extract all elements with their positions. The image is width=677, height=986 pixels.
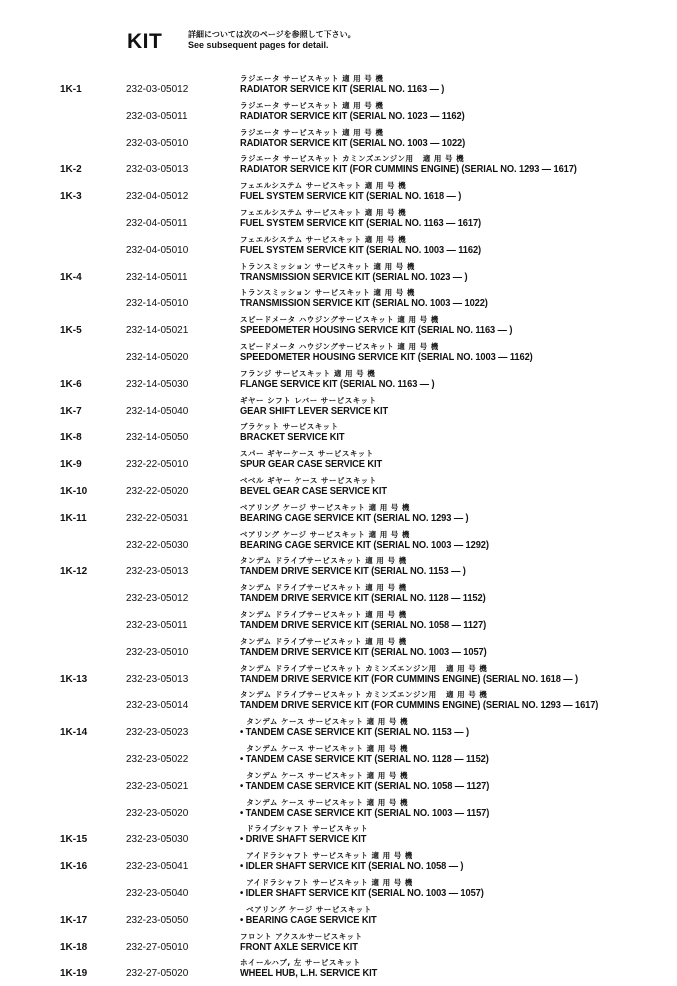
entry-description: FUEL SYSTEM SERVICE KIT (SERIAL NO. 1003 — 1162) xyxy=(240,244,482,256)
entry-line xyxy=(0,647,677,661)
entry-description: • TANDEM CASE SERVICE KIT (SERIAL NO. 1128 — 1152) xyxy=(240,754,489,765)
entry-japanese-description: タンデム ドライブサービスキット カミンズエンジン用 適 用 号 機 xyxy=(240,690,488,700)
entry-description: • BEARING CAGE SERVICE KIT xyxy=(240,915,377,926)
entry-part-number: 232-22-05031 xyxy=(126,512,189,524)
entry-part-number: 232-23-05013 xyxy=(126,673,189,685)
kit-entry xyxy=(0,234,677,261)
entry-description: • DRIVE SHAFT SERVICE KIT xyxy=(240,834,366,845)
entry-part-number: 232-23-05014 xyxy=(126,700,189,712)
kit-entry xyxy=(0,261,677,288)
entry-part-number: 232-23-05012 xyxy=(126,593,189,605)
entry-ref-number: 1K-8 xyxy=(60,432,82,444)
kit-entry xyxy=(0,207,677,234)
kit-entry xyxy=(0,421,677,448)
kit-entry xyxy=(0,582,677,609)
entry-description: TRANSMISSION SERVICE KIT (SERIAL NO. 1003 — 1022) xyxy=(240,298,488,310)
entry-ref-number: 1K-13 xyxy=(60,673,88,685)
entry-part-number: 232-23-05020 xyxy=(126,807,189,819)
entry-line xyxy=(0,459,677,473)
entry-japanese-description: ベアリング ケージ サービスキット xyxy=(240,904,372,914)
entry-line xyxy=(0,968,677,982)
entry-line xyxy=(0,164,677,178)
entry-description: RADIATOR SERVICE KIT (FOR CUMMINS ENGINE) (SERIAL NO. 1293 — 1617) xyxy=(240,164,577,176)
entry-description: TANDEM DRIVE SERVICE KIT (SERIAL NO. 1058 — 1127) xyxy=(240,619,487,631)
entry-japanese-description: フェエルシステム サービスキット 適 用 号 機 xyxy=(240,181,407,191)
entry-description: RADIATOR SERVICE KIT (SERIAL NO. 1023 — 1162) xyxy=(240,110,465,122)
entry-part-number: 232-14-05020 xyxy=(126,351,189,363)
entry-japanese-description: ラジエータ サービスキット 適 用 号 機 xyxy=(240,74,384,83)
entry-part-number: 232-23-05030 xyxy=(126,834,189,846)
entry-line xyxy=(0,781,677,795)
entry-part-number: 232-23-05023 xyxy=(126,727,189,739)
kit-entry xyxy=(0,314,677,341)
entry-japanese-description: スピードメータ ハウジングサービスキット 適 用 号 機 xyxy=(240,315,439,325)
entry-description: • TANDEM CASE SERVICE KIT (SERIAL NO. 1058 — 1127) xyxy=(240,781,489,792)
entry-description: FUEL SYSTEM SERVICE KIT (SERIAL NO. 1618 — ) xyxy=(240,191,462,203)
entry-japanese-description: タンデム ケース サービスキット 適 用 号 機 xyxy=(240,770,408,780)
header-note-japanese: 詳細については次のページを参照して下さい。 xyxy=(188,30,356,39)
entry-part-number: 232-03-05011 xyxy=(126,110,188,122)
entry-description: TANDEM DRIVE SERVICE KIT (SERIAL NO. 1128 — 1152) xyxy=(240,593,486,605)
kit-entry xyxy=(0,341,677,368)
entry-ref-number: 1K-15 xyxy=(60,834,88,846)
kit-entry xyxy=(0,287,677,314)
entry-japanese-description: タンデム ケース サービスキット 適 用 号 機 xyxy=(240,717,408,727)
entry-part-number: 232-23-05050 xyxy=(126,914,189,926)
entry-part-number: 232-23-05013 xyxy=(126,566,189,578)
entry-description: BRACKET SERVICE KIT xyxy=(240,432,345,444)
kit-entry xyxy=(0,770,677,797)
kit-entry xyxy=(0,180,677,207)
kit-entry xyxy=(0,716,677,743)
entry-part-number: 232-27-05010 xyxy=(126,941,189,953)
kit-entry xyxy=(0,73,677,100)
entry-japanese-description: フランジ サービスキット 適 用 号 機 xyxy=(240,368,376,378)
entry-ref-number: 1K-12 xyxy=(60,566,88,578)
entry-part-number: 232-27-05020 xyxy=(126,968,189,980)
entry-part-number: 232-03-05010 xyxy=(126,137,189,149)
kit-entry xyxy=(0,127,677,154)
header-note-english: See subsequent pages for detail. xyxy=(188,40,329,50)
entry-part-number: 232-14-05050 xyxy=(126,432,189,444)
page-title: KIT xyxy=(127,30,163,53)
kit-entry xyxy=(0,636,677,663)
entry-part-number: 232-23-05022 xyxy=(126,753,189,765)
entry-line xyxy=(0,298,677,312)
entry-part-number: 232-14-05030 xyxy=(126,378,189,390)
kit-entry xyxy=(0,502,677,529)
entry-part-number: 232-22-05030 xyxy=(126,539,189,551)
entry-line xyxy=(0,111,677,125)
entry-description: TRANSMISSION SERVICE KIT (SERIAL NO. 1023 — ) xyxy=(240,271,468,283)
entry-japanese-description: フロント アクスルサービスキット xyxy=(240,931,363,941)
entry-line xyxy=(0,620,677,634)
kit-entry xyxy=(0,850,677,877)
entry-description: SPUR GEAR CASE SERVICE KIT xyxy=(240,459,383,471)
entry-description: FRONT AXLE SERVICE KIT xyxy=(240,941,358,953)
entry-line xyxy=(0,432,677,446)
entry-ref-number: 1K-7 xyxy=(60,405,82,417)
entry-ref-number: 1K-17 xyxy=(60,914,88,926)
kit-entry xyxy=(0,368,677,395)
entry-japanese-description: ギヤー シフト レバー サービスキット xyxy=(240,395,377,405)
kit-parts-list xyxy=(0,73,677,984)
entry-part-number: 232-22-05010 xyxy=(126,459,189,471)
entry-japanese-description: タンデム ケース サービスキット 適 用 号 機 xyxy=(240,743,408,753)
entry-description: BEVEL GEAR CASE SERVICE KIT xyxy=(240,485,388,497)
entry-ref-number: 1K-2 xyxy=(60,164,82,176)
entry-ref-number: 1K-10 xyxy=(60,485,88,497)
entry-line xyxy=(0,352,677,366)
entry-line xyxy=(0,808,677,822)
entry-description: SPEEDOMETER HOUSING SERVICE KIT (SERIAL NO. 1163 — ) xyxy=(240,325,513,337)
entry-description: • TANDEM CASE SERVICE KIT (SERIAL NO. 1003 — 1157) xyxy=(240,808,489,819)
entry-ref-number: 1K-14 xyxy=(60,727,88,739)
entry-line xyxy=(0,406,677,420)
entry-line xyxy=(0,566,677,580)
entry-ref-number: 1K-4 xyxy=(60,271,82,283)
entry-japanese-description: タンデム ドライブサービスキット 適 用 号 機 xyxy=(240,636,407,646)
entry-japanese-description: ドライブシャフト サービスキット xyxy=(240,824,369,834)
entry-part-number: 232-03-05013 xyxy=(126,164,189,176)
entry-description: BEARING CAGE SERVICE KIT (SERIAL NO. 1293 — ) xyxy=(240,512,469,524)
entry-part-number: 232-04-05010 xyxy=(126,244,189,256)
entry-japanese-description: タンデム ケース サービスキット 適 用 号 機 xyxy=(240,797,408,807)
entry-ref-number: 1K-19 xyxy=(60,968,88,980)
entry-line xyxy=(0,834,677,848)
entry-line xyxy=(0,754,677,768)
entry-japanese-description: ラジエータ サービスキット 適 用 号 機 xyxy=(240,127,384,137)
entry-japanese-description: スパー ギヤーケース サービスキット xyxy=(240,449,374,459)
entry-description: BEARING CAGE SERVICE KIT (SERIAL NO. 1003 — 1292) xyxy=(240,539,489,551)
entry-line xyxy=(0,540,677,554)
entry-description: WHEEL HUB, L.H. SERVICE KIT xyxy=(240,968,378,980)
entry-line xyxy=(0,379,677,393)
entry-line xyxy=(0,861,677,875)
kit-entry xyxy=(0,663,677,690)
entry-part-number: 232-23-05021 xyxy=(126,780,189,792)
kit-entry xyxy=(0,529,677,556)
entry-part-number: 232-04-05011 xyxy=(126,217,188,229)
entry-japanese-description: アイドラシャフト サービスキット 適 用 号 機 xyxy=(240,877,413,887)
kit-entry xyxy=(0,609,677,636)
entry-line xyxy=(0,727,677,741)
entry-part-number: 232-23-05040 xyxy=(126,887,189,899)
entry-japanese-description: ラジエータ サービスキット 適 用 号 機 xyxy=(240,100,384,110)
entry-description: TANDEM DRIVE SERVICE KIT (SERIAL NO. 1153 — ) xyxy=(240,566,466,578)
kit-entry xyxy=(0,100,677,127)
entry-part-number: 232-03-05012 xyxy=(126,84,189,95)
entry-part-number: 232-14-05040 xyxy=(126,405,189,417)
entry-part-number: 232-23-05011 xyxy=(126,619,188,631)
entry-japanese-description: スピードメータ ハウジングサービスキット 適 用 号 機 xyxy=(240,341,439,351)
entry-description: TANDEM DRIVE SERVICE KIT (FOR CUMMINS ENGINE) (SERIAL NO. 1618 — ) xyxy=(240,673,579,685)
entry-part-number: 232-14-05010 xyxy=(126,298,189,310)
entry-japanese-description: フェエルシステム サービスキット 適 用 号 機 xyxy=(240,234,407,244)
entry-ref-number: 1K-18 xyxy=(60,941,88,953)
entry-line xyxy=(0,325,677,339)
kit-entry xyxy=(0,475,677,502)
entry-ref-number: 1K-6 xyxy=(60,378,82,390)
entry-line xyxy=(0,700,677,714)
entry-description: • IDLER SHAFT SERVICE KIT (SERIAL NO. 1003 — 1057) xyxy=(240,888,484,899)
entry-japanese-description: ブラケット サービスキット xyxy=(240,422,339,432)
entry-japanese-description: タンデム ドライブサービスキット 適 用 号 機 xyxy=(240,583,407,593)
kit-entry xyxy=(0,957,677,984)
entry-line xyxy=(0,486,677,500)
entry-japanese-description: トランスミッション サービスキット 適 用 号 機 xyxy=(240,261,415,271)
kit-entry xyxy=(0,743,677,770)
entry-part-number: 232-14-05011 xyxy=(126,271,188,283)
entry-japanese-description: タンデム ドライブサービスキット 適 用 号 機 xyxy=(240,556,407,566)
page-header xyxy=(0,0,677,70)
entry-description: RADIATOR SERVICE KIT (SERIAL NO. 1163 — ) xyxy=(240,84,445,95)
entry-line xyxy=(0,942,677,956)
entry-part-number: 232-04-05012 xyxy=(126,191,189,203)
entry-line xyxy=(0,593,677,607)
entry-description: RADIATOR SERVICE KIT (SERIAL NO. 1003 — 1022) xyxy=(240,137,466,149)
entry-line xyxy=(0,674,677,688)
entry-ref-number: 1K-9 xyxy=(60,459,82,471)
kit-entry xyxy=(0,153,677,180)
entry-description: GEAR SHIFT LEVER SERVICE KIT xyxy=(240,405,389,417)
entry-line xyxy=(0,272,677,286)
entry-japanese-description: ベベル ギヤー ケース サービスキット xyxy=(240,475,377,485)
entry-japanese-description: ベアリング ケージ サービスキット 適 用 号 機 xyxy=(240,502,410,512)
entry-line xyxy=(0,138,677,152)
entry-description: • TANDEM CASE SERVICE KIT (SERIAL NO. 1153 — ) xyxy=(240,727,469,738)
entry-description: TANDEM DRIVE SERVICE KIT (SERIAL NO. 1003 — 1057) xyxy=(240,646,487,658)
kit-entry xyxy=(0,797,677,824)
kit-entry xyxy=(0,689,677,716)
entry-line xyxy=(0,191,677,205)
entry-ref-number: 1K-16 xyxy=(60,861,88,873)
entry-description: TANDEM DRIVE SERVICE KIT (FOR CUMMINS ENGINE) (SERIAL NO. 1293 — 1617) xyxy=(240,700,599,712)
entry-japanese-description: ベアリング ケージ サービスキット 適 用 号 機 xyxy=(240,529,410,539)
entry-ref-number: 1K-11 xyxy=(60,512,87,524)
entry-japanese-description: タンデム ドライブサービスキット 適 用 号 機 xyxy=(240,609,407,619)
entry-description: FLANGE SERVICE KIT (SERIAL NO. 1163 — ) xyxy=(240,378,435,390)
entry-line xyxy=(0,245,677,259)
kit-entry xyxy=(0,904,677,931)
entry-part-number: 232-23-05041 xyxy=(126,861,189,873)
kit-entry xyxy=(0,823,677,850)
entry-japanese-description: ホイールハブ, 左 サービスキット xyxy=(240,958,361,968)
entry-part-number: 232-23-05010 xyxy=(126,646,189,658)
entry-japanese-description: トランスミッション サービスキット 適 用 号 機 xyxy=(240,288,415,298)
entry-line xyxy=(0,218,677,232)
kit-entry xyxy=(0,877,677,904)
entry-part-number: 232-22-05020 xyxy=(126,485,189,497)
entry-ref-number: 1K-3 xyxy=(60,191,82,203)
entry-description: SPEEDOMETER HOUSING SERVICE KIT (SERIAL NO. 1003 — 1162) xyxy=(240,351,533,363)
entry-line xyxy=(0,513,677,527)
entry-description: FUEL SYSTEM SERVICE KIT (SERIAL NO. 1163 — 1617) xyxy=(240,217,482,229)
kit-entry xyxy=(0,395,677,422)
entry-description: • IDLER SHAFT SERVICE KIT (SERIAL NO. 1058 — ) xyxy=(240,861,463,872)
entry-line xyxy=(0,915,677,929)
kit-entry xyxy=(0,931,677,958)
entry-ref-number: 1K-1 xyxy=(60,84,82,95)
entry-line xyxy=(0,888,677,902)
entry-japanese-description: アイドラシャフト サービスキット 適 用 号 機 xyxy=(240,851,413,861)
entry-japanese-description: タンデム ドライブサービスキット カミンズエンジン用 適 用 号 機 xyxy=(240,663,488,673)
entry-part-number: 232-14-05021 xyxy=(126,325,189,337)
kit-entry xyxy=(0,555,677,582)
kit-entry xyxy=(0,448,677,475)
entry-line xyxy=(0,84,677,98)
entry-ref-number: 1K-5 xyxy=(60,325,82,337)
entry-japanese-description: フェエルシステム サービスキット 適 用 号 機 xyxy=(240,207,407,217)
entry-japanese-description: ラジエータ サービスキット カミンズエンジン用 適 用 号 機 xyxy=(240,154,465,164)
